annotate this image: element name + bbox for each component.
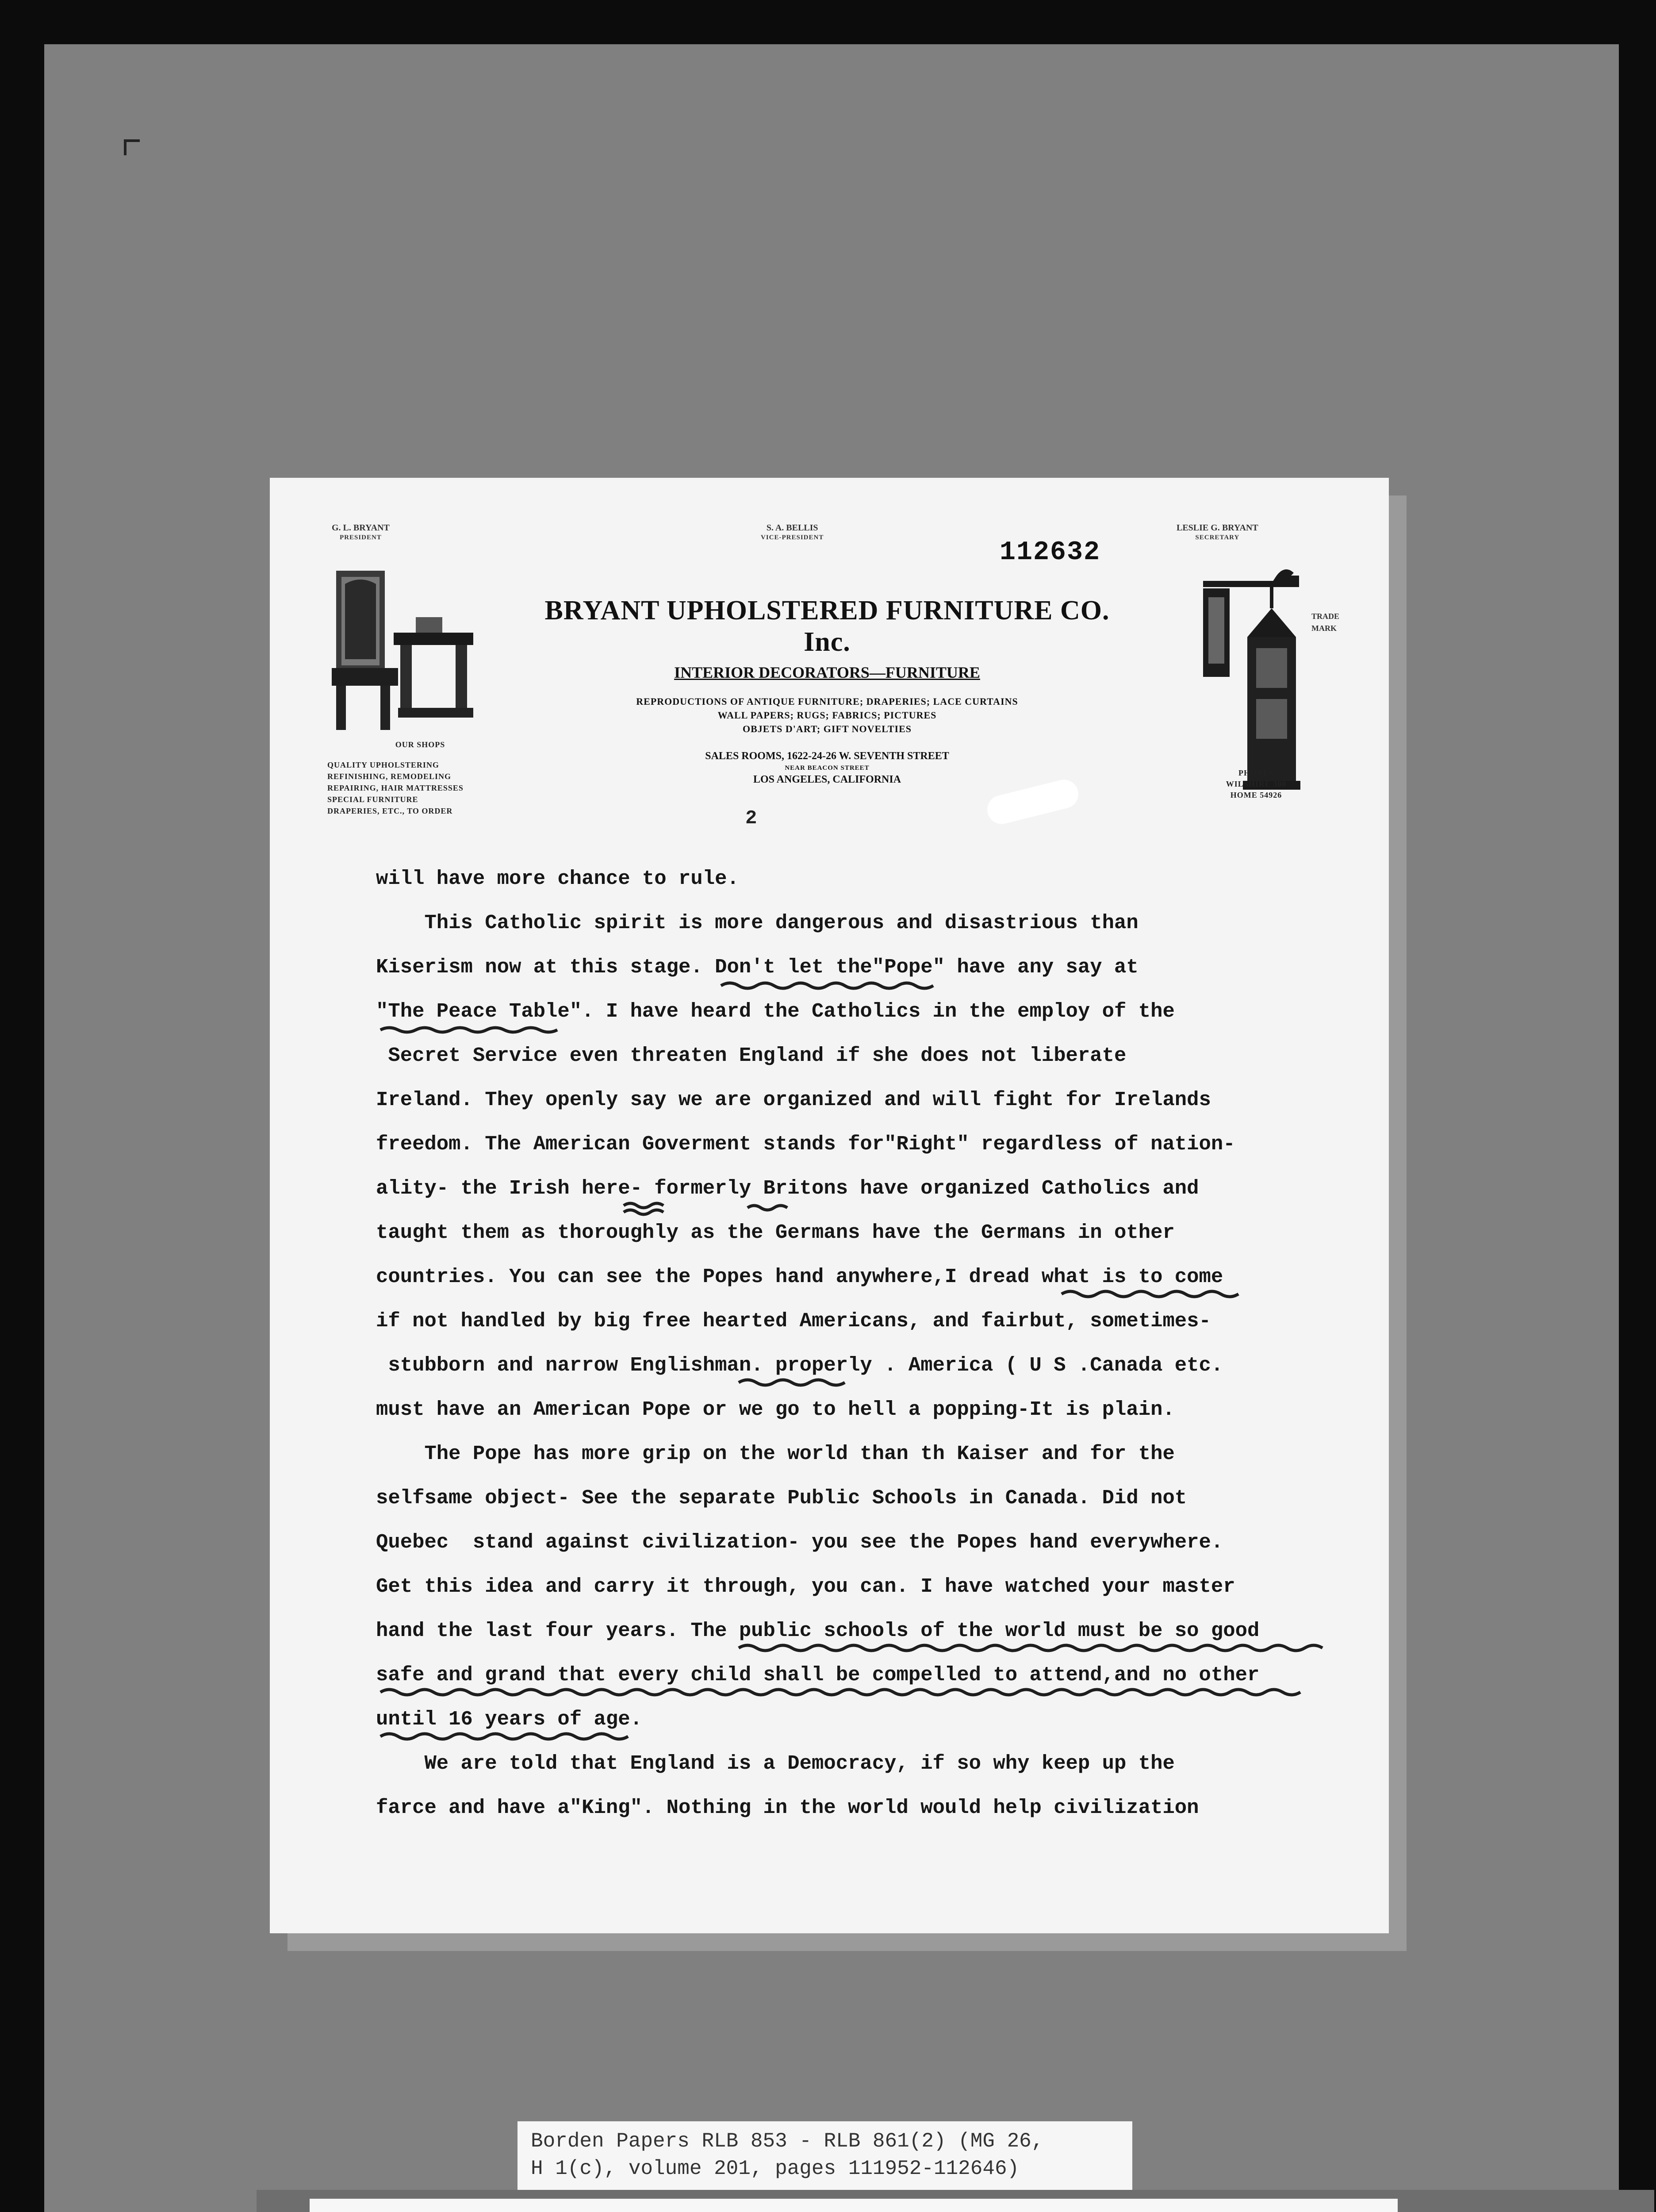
body-line: The Pope has more grip on the world than th Kaiser and for the [376, 1442, 1175, 1465]
underline-britons [748, 1206, 787, 1210]
archives-stamp-card [310, 2199, 1398, 2212]
products-line-2: WALL PAPERS; RUGS; FABRICS; PICTURES [717, 709, 937, 721]
company-name: BRYANT UPHOLSTERED FURNITURE CO. Inc. [544, 595, 1110, 657]
products-line-1: REPRODUCTIONS OF ANTIQUE FURNITURE; DRAPERIES; LACE CURTAINS [636, 696, 1018, 707]
sales-rooms-near: NEAR BEACON STREET [785, 764, 870, 772]
underline-schools-1 [739, 1645, 1322, 1651]
body-line: freedom. The American Goverment stands for"Right" regardless of nation- [376, 1133, 1235, 1156]
underline-schools-2 [380, 1690, 1300, 1695]
president-role: PRESIDENT [339, 534, 382, 541]
body-line: Get this idea and carry it through, you can. I have watched your master [376, 1575, 1235, 1598]
underline-formerly [624, 1203, 663, 1214]
underline-peace-table [380, 1028, 557, 1032]
body-line: We are told that England is a Democracy, if so why keep up the [376, 1752, 1175, 1775]
underline-properly [739, 1380, 845, 1385]
phones-label: PHONES [1238, 768, 1274, 777]
page-number: 2 [745, 807, 757, 830]
caption-line-1: Borden Papers RLB 853 - RLB 861(2) (MG 26, [531, 2130, 1044, 2153]
archive-reference-caption [518, 2121, 1132, 2190]
secretary-name: LESLIE G. BRYANT [1177, 523, 1258, 533]
vice-president-role: VICE-PRESIDENT [761, 534, 824, 541]
underline-dread [1062, 1291, 1238, 1297]
body-line: safe and grand that every child shall be compelled to attend,and no other [376, 1663, 1260, 1686]
body-line: selfsame object- See the separate Public Schools in Canada. Did not [376, 1486, 1187, 1509]
underline-schools-3 [380, 1734, 628, 1739]
shops-item: QUALITY UPHOLSTERING [327, 760, 439, 770]
body-line: if not handled by big free hearted Americans, and fairbut, sometimes- [376, 1310, 1211, 1333]
body-line: taught them as thoroughly as the Germans have the Germans in other [376, 1221, 1175, 1244]
caption-line-2: H 1(c), volume 201, pages 111952-112646) [531, 2157, 1020, 2181]
shops-item: SPECIAL FURNITURE [327, 795, 418, 804]
handwritten-underlines [270, 478, 1389, 1933]
company-tagline: INTERIOR DECORATORS—FURNITURE [674, 664, 980, 681]
underline-pope [721, 983, 933, 988]
body-line: stubborn and narrow Englishman. properly . America ( U S .Canada etc. [376, 1354, 1223, 1377]
body-line: Kiserism now at this stage. Don't let the"Pope" have any say at [376, 956, 1138, 979]
body-line: will have more chance to rule. [376, 867, 739, 890]
body-line: countries. You can see the Popes hand anywhere,I dread what is to come [376, 1265, 1223, 1288]
body-line: ality- the Irish here- formerly Britons have organized Catholics and [376, 1177, 1199, 1200]
body-line: "The Peace Table". I have heard the Catholics in the employ of the [376, 1000, 1175, 1023]
body-line: farce and have a"King". Nothing in the world would help civilization [376, 1796, 1199, 1819]
phone-wilshire: WILSHIRE 300 [1226, 780, 1287, 789]
shops-item: REPAIRING, HAIR MATTRESSES [327, 783, 464, 793]
shops-item: DRAPERIES, ETC., TO ORDER [327, 806, 453, 816]
vice-president-name: S. A. BELLIS [766, 523, 818, 533]
trademark-label: TRADE MARK [1311, 612, 1340, 633]
sales-rooms-city: LOS ANGELES, CALIFORNIA [753, 774, 901, 786]
products-line-3: OBJETS D'ART; GIFT NOVELTIES [743, 723, 912, 734]
frame-corner-mark [124, 139, 140, 155]
body-line: until 16 years of age. [376, 1708, 642, 1731]
president-name: G. L. BRYANT [332, 523, 390, 533]
body-line: This Catholic spirit is more dangerous and disastrious than [376, 911, 1138, 934]
sales-rooms-street: SALES ROOMS, 1622-24-26 W. SEVENTH STREET [705, 750, 949, 762]
phone-home: HOME 54926 [1230, 791, 1282, 800]
body-line: hand the last four years. The public schools of the world must be so good [376, 1619, 1260, 1642]
body-line: must have an American Pope or we go to hell a popping-It is plain. [376, 1398, 1175, 1421]
our-shops-heading: OUR SHOPS [395, 740, 445, 749]
letter-page [270, 478, 1389, 1933]
secretary-role: SECRETARY [1195, 534, 1240, 541]
document-number: 112632 [1000, 538, 1101, 568]
body-line: Quebec stand against civilization- you see the Popes hand everywhere. [376, 1531, 1223, 1554]
body-line: Ireland. They openly say we are organized and will fight for Irelands [376, 1088, 1211, 1111]
shops-item: REFINISHING, REMODELING [327, 772, 452, 781]
body-line: Secret Service even threaten England if she does not liberate [376, 1044, 1127, 1067]
